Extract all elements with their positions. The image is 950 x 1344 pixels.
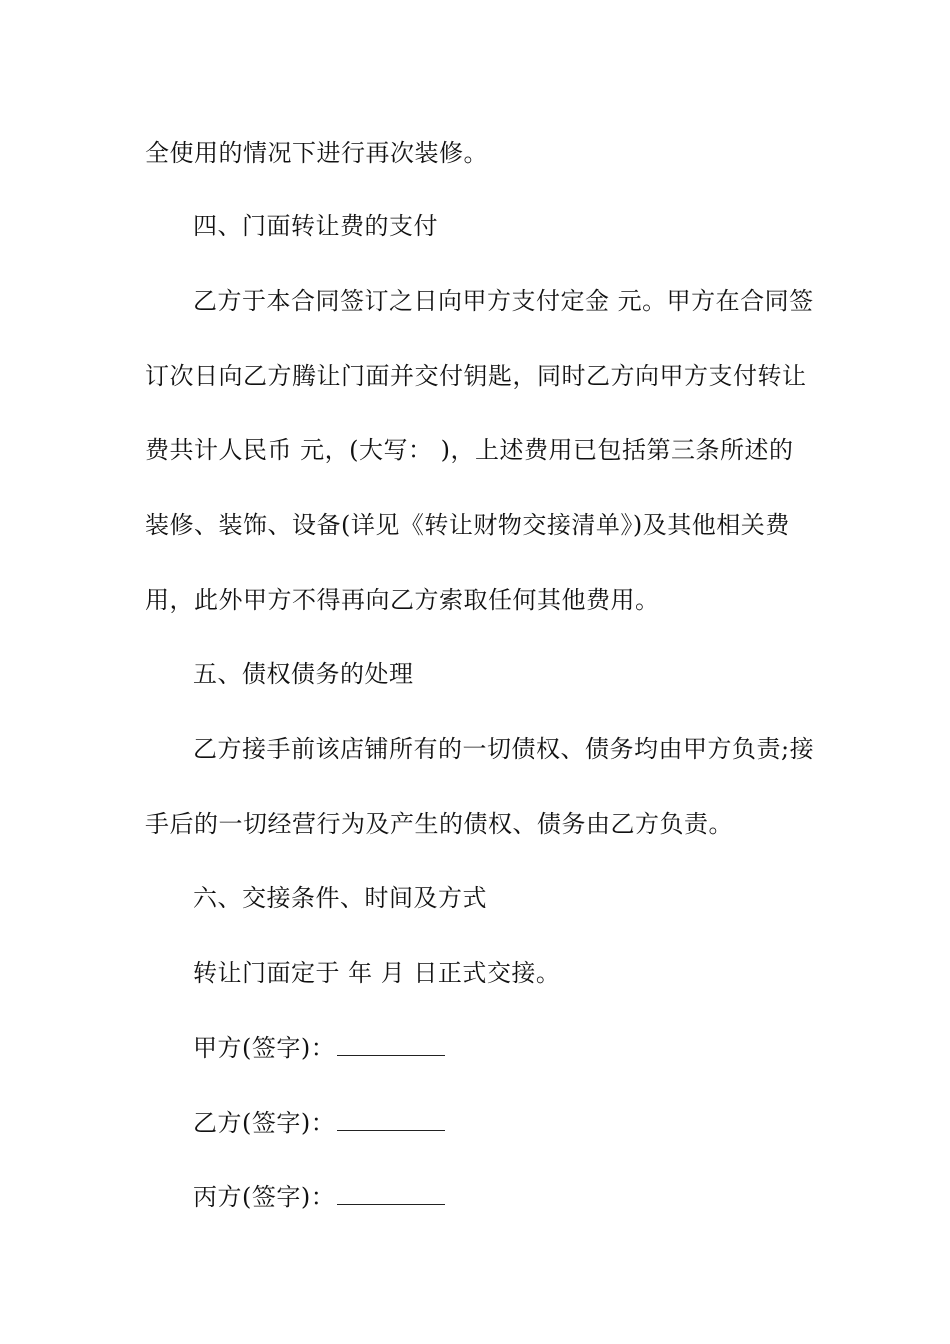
- signature-blank: [337, 1182, 445, 1205]
- signature-line-party-a: [193, 1032, 873, 1064]
- signature-blank: [337, 1033, 445, 1056]
- signature-label: 乙方(签字)：: [193, 1109, 336, 1137]
- section-heading: 四、门面转让费的支付: [193, 212, 438, 240]
- paragraph-line: 乙方于本合同签订之日向甲方支付定金 元。甲方在合同签: [193, 287, 814, 315]
- paragraph-line: 转让门面定于 年 月 日正式交接。: [193, 959, 561, 987]
- paragraph-line: 装修、装饰、设备(详见《转让财物交接清单》)及其他相关费: [145, 511, 790, 539]
- paragraph-line: 全使用的情况下进行再次装修。: [145, 139, 488, 167]
- section-heading: 六、交接条件、时间及方式: [193, 884, 487, 912]
- signature-label: 甲方(签字)：: [193, 1034, 336, 1062]
- signature-line-party-b: [193, 1107, 873, 1139]
- paragraph-line: 费共计人民币 元，(大写： )，上述费用已包括第三条所述的: [145, 436, 794, 464]
- section-heading: 五、债权债务的处理: [193, 660, 414, 688]
- paragraph-line: 手后的一切经营行为及产生的债权、债务由乙方负责。: [145, 810, 733, 838]
- paragraph-line: 乙方接手前该店铺所有的一切债权、债务均由甲方负责;接: [193, 735, 815, 763]
- paragraph-line: 用，此外甲方不得再向乙方索取任何其他费用。: [145, 586, 660, 614]
- signature-label: 丙方(签字)：: [193, 1183, 336, 1211]
- paragraph-line: 订次日向乙方腾让门面并交付钥匙，同时乙方向甲方支付转让: [145, 362, 807, 390]
- signature-line-party-c: [193, 1181, 873, 1213]
- signature-blank: [337, 1108, 445, 1131]
